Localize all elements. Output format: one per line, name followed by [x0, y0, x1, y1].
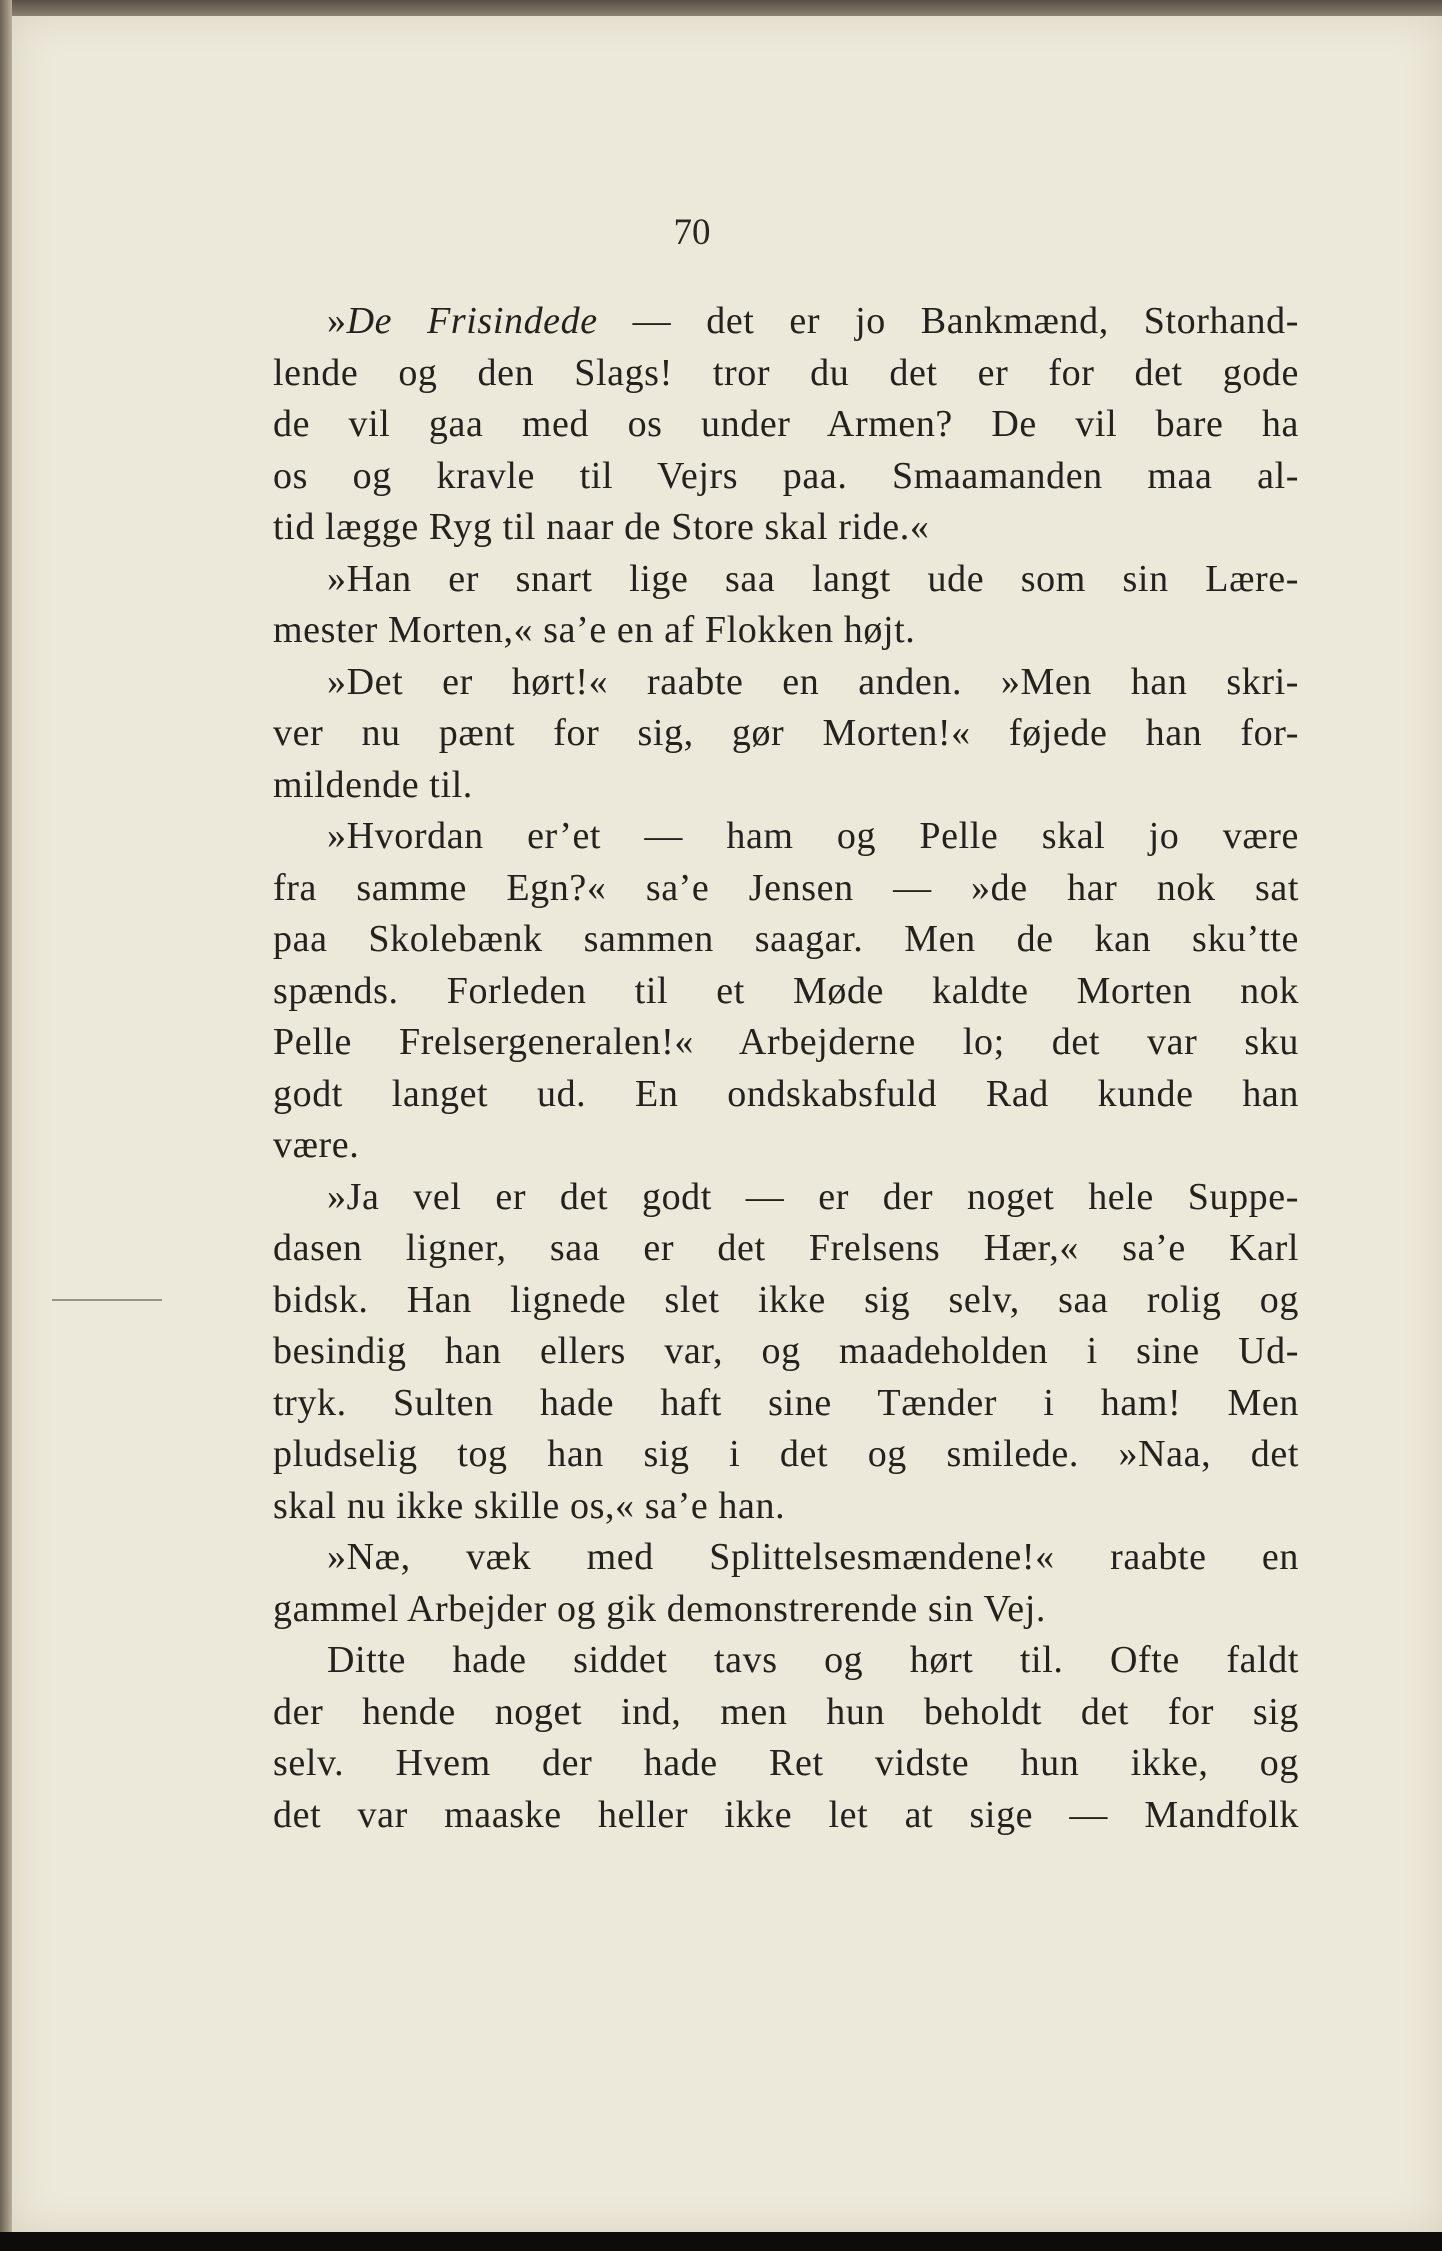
text-line: dasen ligner, saa er det Frelsens Hær,« sa’e Karl [273, 1227, 1299, 1269]
page-number: 70 [673, 212, 711, 253]
text-line: »Hvordan er’et — ham og Pelle skal jo være [327, 815, 1299, 857]
text-line: besindig han ellers var, og maadeholden i sine Ud- [273, 1330, 1299, 1372]
page-bottom-edge [0, 2232, 1442, 2251]
text-line: de vil gaa med os under Armen? De vil bare ha [273, 403, 1299, 445]
italic-phrase: De Frisindede [346, 300, 598, 342]
book-page [12, 16, 1442, 2232]
page-top-edge [0, 0, 1442, 16]
text-line [273, 296, 1299, 348]
margin-mark [52, 1299, 162, 1301]
text-line: fra samme Egn?« sa’e Jensen — »de har nok sat [273, 866, 1299, 909]
page-left-edge [0, 0, 12, 2251]
text-line: selv. Hvem der hade Ret vidste hun ikke, og [273, 1742, 1299, 1784]
text-line: skal nu ikke skille os,« sa’e han. [273, 1484, 786, 1527]
text-line: tryk. Sulten hade haft sine Tænder i ham! Men [273, 1381, 1299, 1424]
text-line: Pelle Frelsergeneralen!« Arbejderne lo; det var sku [273, 1021, 1299, 1063]
text-line: os og kravle til Vejrs paa. Smaamanden maa al- [273, 454, 1299, 497]
text-line: der hende noget ind, men hun beholdt det for sig [273, 1690, 1299, 1733]
text-line: spænds. Forleden til et Møde kaldte Morten nok [273, 969, 1299, 1012]
text-line: gammel Arbejder og gik demonstrerende sin Vej. [273, 1587, 1046, 1630]
text-line: »Næ, væk med Splittelsesmændene!« raabte en [327, 1536, 1299, 1578]
text-line: »Ja vel er det godt — er der noget hele Suppe- [327, 1175, 1299, 1218]
text-line: godt langet ud. En ondskabsfuld Rad kunde han [273, 1072, 1299, 1115]
quote-mark: » [327, 300, 347, 342]
text-line: lende og den Slags! tror du det er for det gode [273, 351, 1299, 394]
text-line: »Det er hørt!« raabte en anden. »Men han skri- [327, 660, 1299, 703]
text-line: ver nu pænt for sig, gør Morten!« føjede han for- [273, 712, 1299, 754]
text-line: bidsk. Han lignede slet ikke sig selv, saa rolig og [273, 1278, 1299, 1321]
body-text [273, 296, 1299, 1841]
text-line: mester Morten,« sa’e en af Flokken højt. [273, 609, 916, 651]
text-line: »Han er snart lige saa langt ude som sin Lære- [327, 557, 1299, 600]
text-line: tid lægge Ryg til naar de Store skal ride.« [273, 506, 930, 548]
text-line: det var maaske heller ikke let at sige — Mandfolk [273, 1793, 1299, 1836]
text-line: være. [273, 1124, 360, 1166]
text-line: Ditte hade siddet tavs og hørt til. Ofte faldt [327, 1639, 1299, 1681]
line-text: — det er jo Bankmænd, Storhand- [597, 300, 1300, 342]
text-line: paa Skolebænk sammen saagar. Men de kan sku’tte [273, 918, 1299, 960]
text-line: mildende til. [273, 763, 473, 806]
text-line: pludselig tog han sig i det og smilede. »Naa, det [273, 1433, 1299, 1475]
